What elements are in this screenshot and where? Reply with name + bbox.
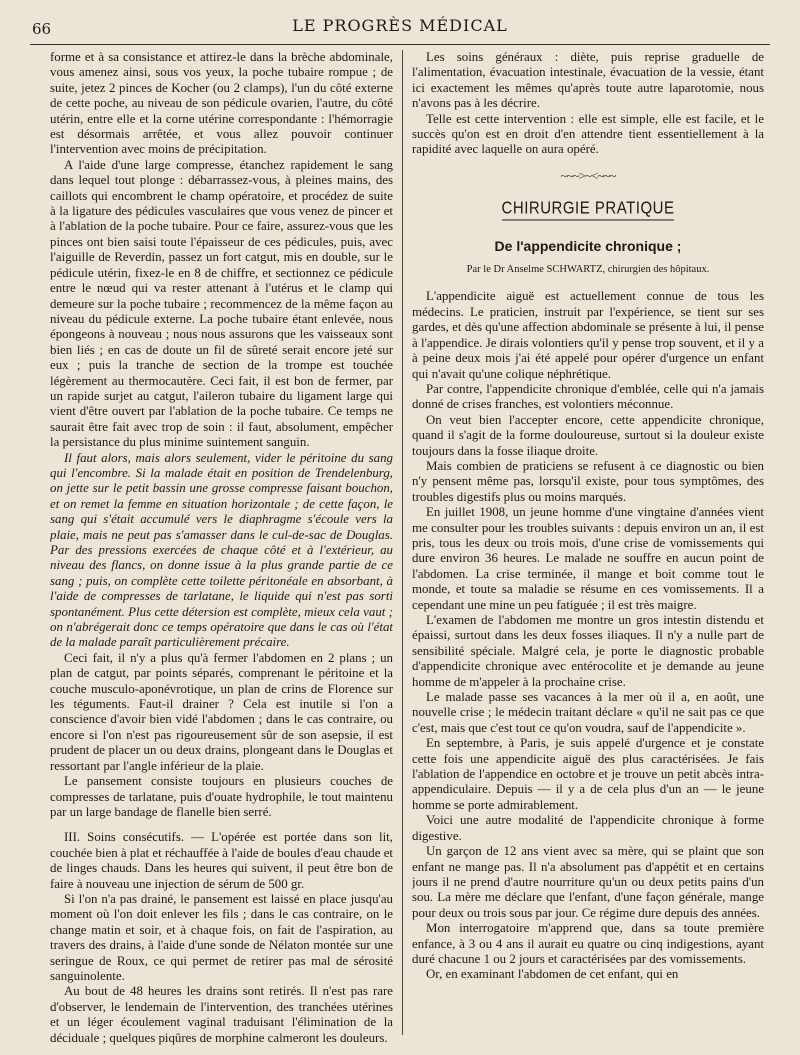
- paragraph: Si l'on n'a pas drainé, le pansement est laissé en place jusqu'au moment où l'on doit enlever les fils ; dans le cas contraire, on le change matin et soir, et à chaque fois, on fait de l'aspiration, au travers des drains, à l'aide d'une sonde de Nélaton montée sur une seringue de Roux, ce qui permet de retirer pas mal de sérosité sanguinolente.: [50, 891, 393, 983]
- paragraph: III. Soins consécutifs. — L'opérée est portée dans son lit, couchée bien à plat et réchauffée à l'aide de boules d'eau chaude et de linges chauds. Dans les heures qui suivent, il peut être bon de faire à nouveau une injection de sérum de 500 gr.: [50, 830, 393, 891]
- page-number: 66: [32, 20, 52, 38]
- paragraph: En septembre, à Paris, je suis appelé d'urgence et je constate cette fois une appendicite aiguë des plus caractérisées. Je fais l'ablation de l'appendice en octobre et je trouve un petit abcès intra-appendiculaire. Depuis — il y a de cela plus d'un an — le jeune homme se porte admirablement.: [412, 736, 764, 812]
- paragraph: Au bout de 48 heures les drains sont retirés. Il n'est pas rare d'observer, le lendemain de l'intervention, des tranchées utérines et un léger écoulement vaginal traduisant l'élimination de la déciduale ; quelques piqûres de morphine calmeront les douleurs.: [50, 984, 393, 1045]
- byline: Par le Dr Anselme SCHWARTZ, chirurgien des hôpitaux.: [466, 264, 710, 276]
- section-title: [412, 200, 764, 218]
- paragraph: Les soins généraux : diète, puis reprise graduelle de l'alimentation, évacuation intestinale, évacuation de la vessie, étant ici exactement les mêmes qu'après toute autre laparotomie, nous n'avons pas à les décrire.: [412, 50, 764, 111]
- column-divider: [402, 50, 403, 1035]
- right-column: [412, 50, 764, 1050]
- paragraph: En juillet 1908, un jeune homme d'une vingtaine d'années vient me consulter pour les troubles suivants : depuis environ un an, il est pris, tous les deux ou trois mois, d'une crise de vomissements qui dure environ 36 heures. Le malade ne souffre en aucun point de l'abdomen. La crise terminée, il mange et boit comme tout le monde, et toute sa maladie se résume en ces vomissements. Il a cependant une mine un peu fatiguée ; il est très maigre.: [412, 505, 764, 612]
- paragraph: Par contre, l'appendicite chronique d'emblée, celle qui n'a jamais donné de crises franches, est volontiers méconnue.: [412, 381, 764, 412]
- paragraph: L'examen de l'abdomen me montre un gros intestin distendu et épaissi, surtout dans les deux fosses iliaques. Il n'y a nulle part de sensibilité spéciale. Malgré cela, je porte le diagnostic probable d'appendicite chronique avec entérocolite et je demande au jeune homme de m'appeler à la prochaine crise.: [412, 613, 764, 689]
- paragraph: Le malade passe ses vacances à la mer où il a, en août, une nouvelle crise ; le médecin traitant déclare « qu'il ne sait pas ce que c'est, mais que c'est tout ce qu'on voudra, sauf de l'appendicite ».: [412, 690, 764, 735]
- paragraph: Mais combien de praticiens se refusent à ce diagnostic ou bien n'y pensent même pas, lorsqu'il existe, pour tous symptômes, des troubles digestifs plus ou moins marqués.: [412, 458, 764, 504]
- article-title: De l'appendicite chronique ;: [494, 237, 682, 254]
- paragraph: L'appendicite aiguë est actuellement connue de tous les médecins. Le praticien, instruit par l'expérience, se tient sur ses gardes, et dès qu'une affection abdominale se présente à lui, il pense à l'appendice. Je dirais volontiers qu'il y pense trop souvent, et il y a à peine deux mois j'ai été appelé pour opérer d'urgence un enfant qui n'avait qu'une colique néphrétique.: [412, 289, 764, 381]
- paragraph: Il faut alors, mais alors seulement, vider le péritoine du sang qui l'encombre. Si la malade était en position de Trendelenburg, on jette sur le petit bassin une grosse compresse faisant bouchon, et on remet la femme en situation horizontale ; de cette façon, le sang qui s'était accumulé vers le diaphragme s'écoule vers la plaie, mais ne peut pas s'amasser dans le cul-de-sac de Douglas. Par des pressions exercées de chaque côté et à l'extérieur, au niveau des flancs, on donne issue à la plus grande partie de ce sang ; puis, on complète cette toilette péritonéale en absorbant, à l'aide de compresses de tarlatane, le liquide qui n'est pas sorti spontanément. Plus cette détersion est complète, mieux cela vaut ; on n'abrégerait donc ce temps opératoire que dans le cas où l'état de la malade paraît particulièrement précaire.: [50, 450, 393, 650]
- paragraph: Ceci fait, il n'y a plus qu'à fermer l'abdomen en 2 plans ; un plan de catgut, par points séparés, comprenant le péritoine et la couche musculo-aponévrotique, un plan de crins de Florence sur les téguments. Faut-il drainer ? Cela est inutile si l'on a conscience d'avoir bien vidé l'abdomen ; dans le cas contraire, ou encore si l'on n'est pas rigoureusement sûr de son asepsie, il est prudent de placer un ou deux drains, plongeant dans le Douglas et ressortant par l'angle inférieur de la plaie.: [50, 650, 393, 773]
- running-title: LE PROGRÈS MÉDICAL: [292, 16, 508, 35]
- paragraph: Voici une autre modalité de l'appendicite chronique à forme digestive.: [412, 813, 764, 843]
- ornament: ~~~>~<~~~: [560, 167, 616, 183]
- paragraph: forme et à sa consistance et attirez-le dans la brèche abdominale, vous amenez ainsi, sous vos yeux, la poche tubaire rompue ; de suite, jetez 2 pinces de Kocher (ou 2 clamps), l'un du côté externe de cette poche, au niveau de son pédicule ovarien, l'autre, du côté utérin, entre elle et la corne utérine correspondante : l'hémorragie est désormais arrêtée, et vous allez pouvoir continuer l'intervention avec moins de précipitation.: [50, 50, 393, 157]
- paragraph: Le pansement consiste toujours en plusieurs couches de compresses de tarlatane, puis d'ouate hydrophile, le tout maintenu par un large bandage de flanelle bien serré.: [50, 774, 393, 819]
- left-column: [50, 50, 393, 1050]
- paragraph: Un garçon de 12 ans vient avec sa mère, qui se plaint que son enfant ne mange pas. Il n'a absolument pas d'appétit et en certains jours il ne prend d'autre nourriture qu'un ou deux petits pains d'un sou. La mère me déclare que l'enfant, d'une façon générale, mange pour deux ou trois sous par jour. Ce régime dure depuis des années.: [412, 844, 764, 920]
- paragraph: Or, en examinant l'abdomen de cet enfant, qui en: [426, 967, 679, 982]
- paragraph: On veut bien l'accepter encore, cette appendicite chronique, quand il s'agit de la forme douloureuse, surtout si la douleur existe toujours dans la fosse iliaque droite.: [412, 412, 764, 458]
- paragraph: Mon interrogatoire m'apprend que, dans sa toute première enfance, à 3 ou 4 ans il aurait eu quatre ou cinq indigestions, ayant duré chacune 1 ou 2 jours et caractérisées par des vomissements.: [412, 921, 764, 966]
- section-title-text: CHIRURGIE PRATIQUE: [502, 199, 675, 221]
- paragraph: A l'aide d'une large compresse, étanchez rapidement le sang dans lequel tout plonge : débarrassez-vous, à pleines mains, des caillots qui encombrent le champ opératoire, et procédez de suite à la ligature des pédicules vasculaires que vous venez de pincer et à l'ablation de la poche tubaire. Pour ce faire, assurez-vous que les pinces ont bien saisi toute l'épaisseur de ces pédicules, puis, avec l'aiguille de Reverdin, passez un fort catgut, mis en double, sur le pédicule utérin, fixez-le en 8 de chiffre, et sectionnez ce pédicule entre le nœud qui va rester attenant à l'utérus et le clamp qui demeure sur la poche tubaire ; recommencez de la même façon au niveau du pédicule externe. La poche tubaire étant enlevée, nous épongeons à nouveau ; nous nous assurons que les vaisseaux sont bien liés ; en cas de doute un fil de sûreté serait encore jeté sur eux ; puis la tranche de section de la trompe est touchée légèrement au thermocautère. Ceci fait, il est bon de fermer, par un rapide surjet au catgut, l'aileron tubaire du ligament large qui vient d'être ouvert par l'ablation de la poche tubaire. Ce temps ne saurait être fait avec trop de soin : il faut, absolument, empêcher la persistance du plus minime suintement sanguin.: [50, 157, 393, 450]
- paragraph: Telle est cette intervention : elle est simple, elle est facile, et le succès qu'on est en droit d'en attendre tient essentiellement à la rapidité avec laquelle on aura opéré.: [412, 111, 764, 157]
